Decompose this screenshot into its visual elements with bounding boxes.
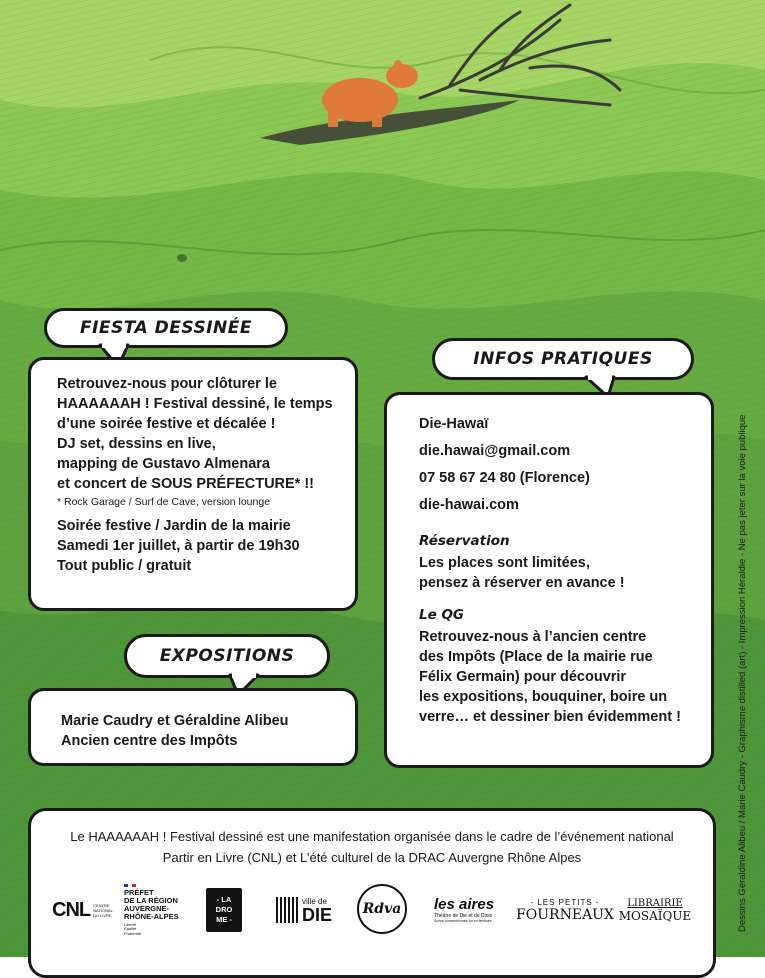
qg-line: Félix Germain) pour découvrir xyxy=(419,669,627,685)
expositions-title-tag xyxy=(124,634,330,678)
fiesta-line: d’une soirée festive et décalée ! xyxy=(57,416,276,432)
expositions-title: EXPOSITIONS xyxy=(159,646,295,666)
infos-contact xyxy=(419,411,699,519)
fiesta-text xyxy=(57,374,343,576)
reservation-line: pensez à réserver en avance ! xyxy=(419,575,625,591)
contact-phone[interactable]: 07 58 67 24 80 (Florence) xyxy=(419,470,590,486)
reservation-line: Les places sont limitées, xyxy=(419,555,590,571)
infos-title: INFOS PRATIQUES xyxy=(473,349,653,369)
fiesta-line: DJ set, dessins en live, xyxy=(57,436,216,452)
qg-title: Le QG xyxy=(419,607,465,623)
credits: Dessins Géraldine Alibeu / Marie Caudry - Graphisme distilled (art) - Impression Héraldie - Ne pas jeter sur la voie publique xyxy=(737,414,748,932)
footer-line: Le HAAAAAAH ! Festival dessiné est une manifestation organisée dans le cadre de l’événement national xyxy=(70,829,674,844)
fiesta-line: HAAAAAAH ! Festival dessiné, le temps xyxy=(57,396,333,412)
qg-text xyxy=(419,627,699,727)
cnl-logo: CNL CENTRE NATIONAL DU LIVRE xyxy=(52,898,113,921)
fiesta-box xyxy=(28,357,358,611)
ville-de-die-logo: ville de DIE xyxy=(270,888,338,932)
qg-line: verre… et dessiner bien évidemment ! xyxy=(419,709,681,725)
expositions-line: Ancien centre des Impôts xyxy=(61,733,238,749)
fiesta-line: et concert de SOUS PRÉFECTURE* !! xyxy=(57,476,315,492)
expositions-text xyxy=(61,711,343,751)
contact-email[interactable]: die.hawai@gmail.com xyxy=(419,443,571,459)
expositions-box xyxy=(28,688,358,766)
reservation-text xyxy=(419,553,699,593)
qg-line: des Impôts (Place de la mairie rue xyxy=(419,649,653,665)
rdva-logo: Rdva xyxy=(357,884,407,934)
contact-website[interactable]: die-hawai.com xyxy=(419,497,519,513)
petits-fourneaux-logo: - LES PETITS - FOURNEAUX xyxy=(516,897,614,923)
fiesta-detail: Soirée festive / Jardin de la mairie xyxy=(57,518,291,534)
prefet-logo: PRÉFET DE LA RÉGION AUVERGNE- RHÔNE-ALPES Liberté Égalité Fraternité xyxy=(124,884,186,936)
qg-line: les expositions, bouquiner, boire un xyxy=(419,689,668,705)
footer-line: Partir en Livre (CNL) et L’été culturel de la DRAC Auvergne Rhône Alpes xyxy=(162,850,582,865)
qg-line: Retrouvez-nous à l’ancien centre xyxy=(419,629,647,645)
fiesta-detail: Samedi 1er juillet, à partir de 19h30 xyxy=(57,538,300,554)
expositions-line: Marie Caudry et Géraldine Alibeu xyxy=(61,713,289,729)
footer-text xyxy=(31,826,713,868)
contact-name: Die-Hawaï xyxy=(419,416,489,432)
infos-title-tag xyxy=(432,338,694,380)
fiesta-title-tag xyxy=(44,308,288,348)
fiesta-detail: Tout public / gratuit xyxy=(57,558,192,574)
fiesta-note: * Rock Garage / Surf de Cave, version lounge xyxy=(57,496,271,508)
fiesta-line: mapping de Gustavo Almenara xyxy=(57,456,270,472)
les-aires-logo: les aires Théâtre de Die et du Diois Scène conventionnée Art en territoire xyxy=(434,895,495,923)
fiesta-line: Retrouvez-nous pour clôturer le xyxy=(57,376,277,392)
reservation-title: Réservation xyxy=(419,533,510,549)
fiesta-title: FIESTA DESSINÉE xyxy=(79,318,253,338)
infos-box xyxy=(384,392,714,768)
ladrome-logo: - LA DRO ME - xyxy=(206,888,242,932)
librairie-mosaique-logo: LIBRAIRIE MOSAÏQUE xyxy=(618,897,692,923)
